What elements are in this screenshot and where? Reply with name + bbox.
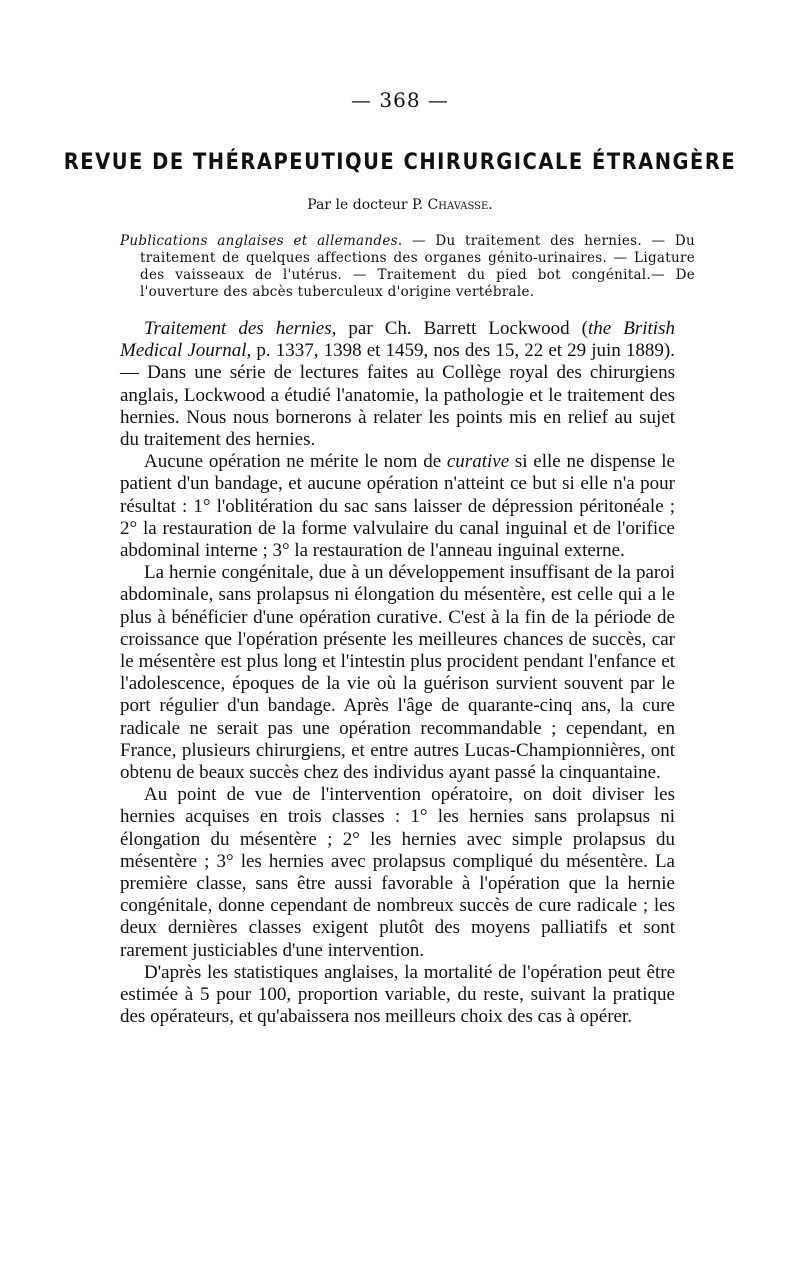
page-title: REVUE DE THÉRAPEUTIQUE CHIRURGICALE ÉTRANGÈRE <box>63 148 737 175</box>
byline <box>0 197 800 213</box>
page-number: — 368 — <box>351 88 449 112</box>
paragraph-text: Aucune opération ne mérite le nom de <box>144 451 447 473</box>
article-body <box>120 318 675 1029</box>
byline-author: Chavasse. <box>427 197 493 213</box>
paragraph-lead: Traitement des hernies, <box>144 318 337 339</box>
journal-title: the British Medical Journal, <box>120 318 675 362</box>
paragraph: La hernie congénitale, due à un développement insuffisant de la paroi abdominale, sans prolapsus ni élongation du mésentère, est celle qui a le plus à bénéficier d'une opération curative. C'est à la fin de la période de croissance que l'opération présente les meilleures chances de succès, car le mésentère est plus long et l'intestin plus procident pendant l'enfance et l'adolescence, époques de la vie où la guérison survient souvent par le port régulier d'un bandage. Après l'âge de quarante-cinq ans, la cure radicale ne serait pas une opération recommandable ; cependant, en France, plusieurs chirurgiens, et entre autres Lucas-Championnières, ont obtenu de beaux succès chez des individus ayant passé la cinquantaine. <box>120 562 675 784</box>
byline-prefix: Par le docteur P. <box>307 197 424 213</box>
paragraph <box>120 318 675 451</box>
summary-block <box>120 233 695 301</box>
paragraph-text: par Ch. Barrett Lockwood ( <box>336 318 589 339</box>
summary-lead: Publications anglaises et allemandes. <box>120 233 403 249</box>
paragraph-text: p. 1337, 1398 et 1459, nos des 15, 22 et 29 juin 1889). — Dans une série de lectures faites au Collège royal des chirurgiens anglais, Lockwood a étudié l'anatomie, la pathologie et le traitement des hernies. Nous nous bornerons à relater les points mis en relief au sujet du traitement des hernies. <box>120 340 676 451</box>
summary-text: — Du traitement des hernies. — Du traitement de quelques affections des organes génito-urinaires. — Ligature des vaisseaux de l'utérus. — Traitement du pied bot congénital.— De l'ouverture des abcès tuberculeux d'origine vertébrale. <box>140 233 696 300</box>
emphasis: curative <box>446 451 510 473</box>
paragraph: Au point de vue de l'intervention opératoire, on doit diviser les hernies acquises en trois classes : 1° les hernies sans prolapsus ni élongation du mésentère ; 2° les hernies avec simple prolapsus du mésentère ; 3° les hernies avec prolapsus compliqué du mésentère. La première classe, sans être aussi favorable à l'opération que la hernie congénitale, donne cependant de nombreux succès de cure radicale ; les deux dernières classes exigent plutôt des moyens palliatifs et sont rarement justiciables d'une intervention. <box>120 784 675 961</box>
paragraph <box>120 451 675 562</box>
paragraph-text: si elle ne dispense le patient d'un bandage, et aucune opération n'atteint ce but si elle n'a pour résultat : 1° l'oblitération du sac sans laisser de dépression péritonéale ; 2° la restauration de la forme valvulaire du canal inguinal et de l'orifice abdominal interne ; 3° la restauration de l'anneau inguinal externe. <box>120 451 675 562</box>
paragraph: D'après les statistiques anglaises, la mortalité de l'opération peut être estimée à 5 pour 100, proportion variable, du reste, suivant la pratique des opérateurs, et qu'abaissera nos meilleurs choix des cas à opérer. <box>120 961 675 1028</box>
